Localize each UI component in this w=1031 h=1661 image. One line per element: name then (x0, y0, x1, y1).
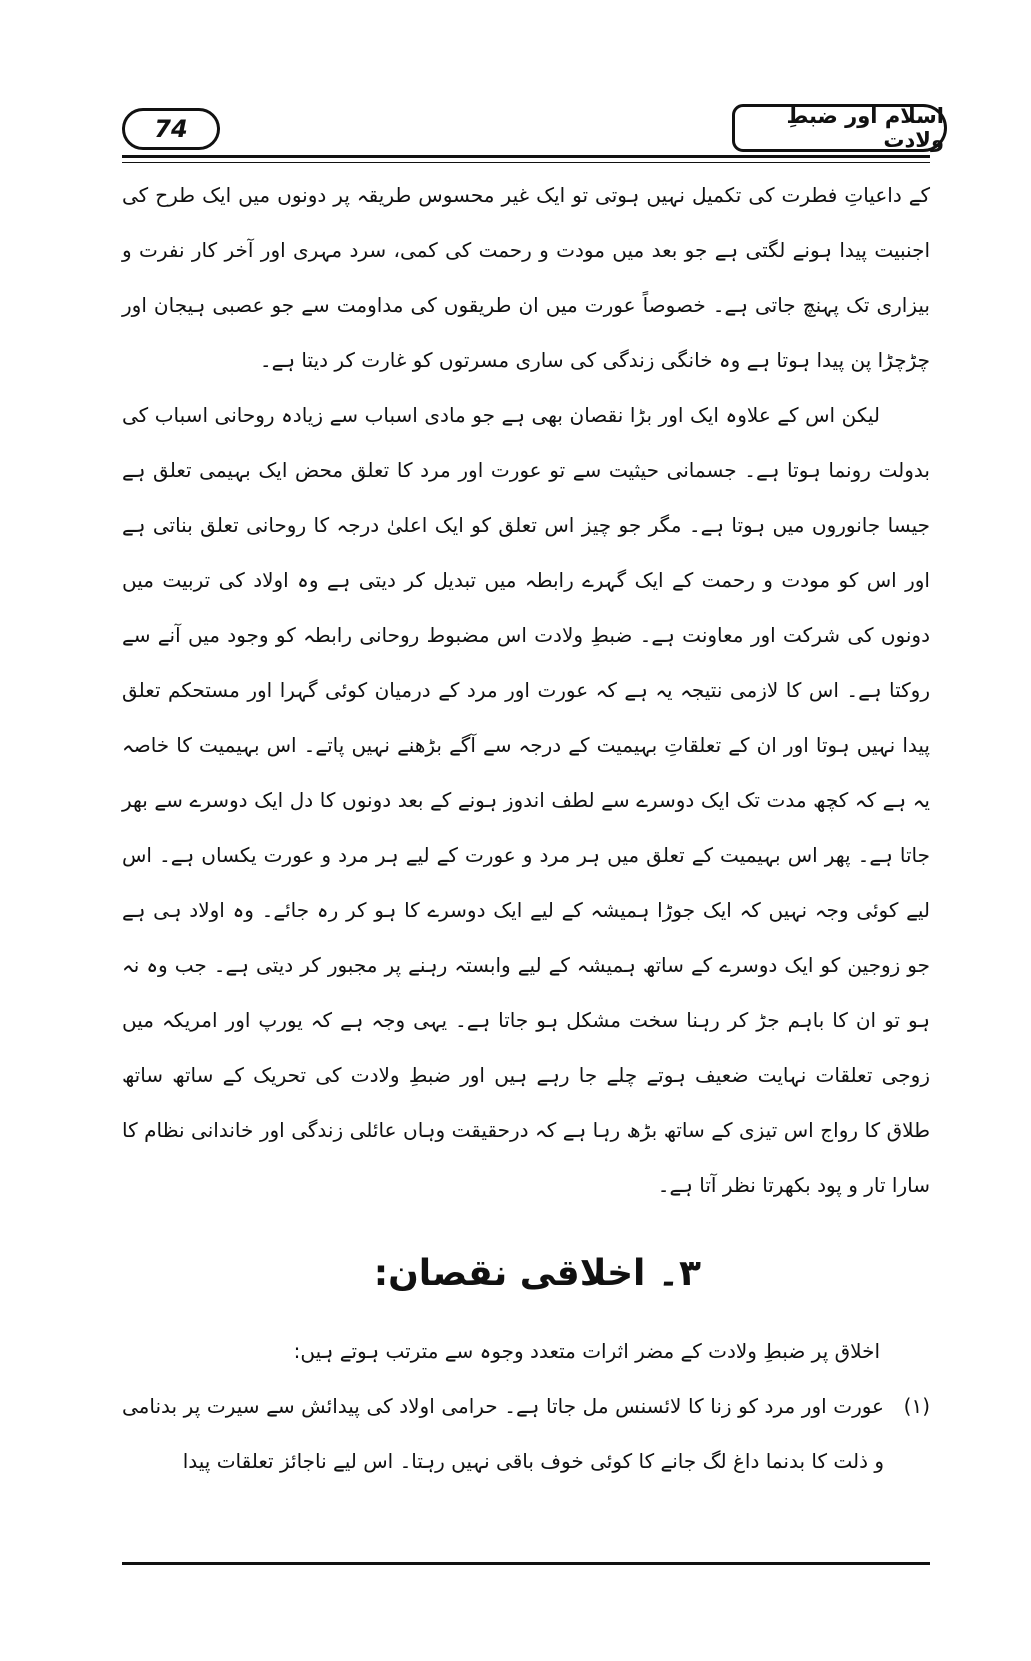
list-item-text: عورت اور مرد کو زنا کا لائسنس مل جاتا ہے۔ حرامی اولاد کی پیدائش سے سیرت پر بدنامی و ذلت کا بدنما داغ لگ جانے کا کوئی خوف باقی نہیں رہتا۔ اس لیے ناجائز تعلقات پیدا (122, 1394, 884, 1473)
paragraph-1: کے داعیاتِ فطرت کی تکمیل نہیں ہوتی تو ایک غیر محسوس طریقہ پر دونوں میں ایک طرح کی اجنبیت پیدا ہونے لگتی ہے جو بعد میں مودت و رحمت کی کمی، سرد مہری اور آخر کار نفرت و بیزاری تک پہنچ جاتی ہے۔ خصوصاً عورت میں ان طریقوں کی مداومت سے جو عصبی ہیجان اور چڑچڑا پن پیدا ہوتا ہے وہ خانگی زندگی کی ساری مسرتوں کو غارت کر دیتا ہے۔ (122, 183, 930, 372)
header-rule-thin (122, 162, 930, 163)
page-number: 74 (122, 108, 220, 150)
footer-rule (122, 1562, 930, 1565)
section-heading: ۳۔ اخلاقی نقصان: (373, 1253, 701, 1294)
running-title: اسلام اور ضبطِ ولادت (732, 104, 947, 152)
list-item (122, 1379, 930, 1489)
list-item-marker: (۱) (903, 1394, 930, 1418)
paragraph-2: لیکن اس کے علاوہ ایک اور بڑا نقصان بھی ہے جو مادی اسباب سے زیادہ روحانی اسباب کی بدولت رونما ہوتا ہے۔ جسمانی حیثیت سے تو عورت اور مرد کا تعلق محض ایک بہیمی تعلق ہے جیسا جانوروں میں ہوتا ہے۔ مگر جو چیز اس تعلق کو ایک اعلیٰ درجہ کا روحانی تعلق بناتی ہے اور اس کو مودت و رحمت کے ایک گہرے رابطہ میں تبدیل کر دیتی ہے وہ اولاد کی تربیت میں دونوں کی شرکت اور معاونت ہے۔ ضبطِ ولادت اس مضبوط روحانی رابطہ کو وجود میں آنے سے روکتا ہے۔ اس کا لازمی نتیجہ یہ ہے کہ عورت اور مرد کے درمیان کوئی گہرا اور مستحکم تعلق پیدا نہیں ہوتا اور ان کے تعلقاتِ بہیمیت کے درجہ سے آگے بڑھنے نہیں پاتے۔ اس بہیمیت کا خاصہ یہ ہے کہ کچھ مدت تک ایک دوسرے سے لطف اندوز ہونے کے بعد دونوں کا دل ایک دوسرے سے بھر جاتا ہے۔ پھر اس بہیمیت کے تعلق میں ہر مرد و عورت کے لیے ہر مرد و عورت یکساں ہے۔ اس لیے کوئی وجہ نہیں کہ ایک جوڑا ہمیشہ کے لیے ایک دوسرے کا ہو کر رہ جائے۔ وہ اولاد ہی ہے جو زوجین کو ایک دوسرے کے ساتھ ہمیشہ کے لیے وابستہ رہنے پر مجبور کر دیتی ہے۔ جب وہ نہ ہو تو ان کا باہم جڑ کر رہنا سخت مشکل ہو جاتا ہے۔ یہی وجہ ہے کہ یورپ اور امریکہ میں زوجی تعلقات نہایت ضعیف ہوتے چلے جا رہے ہیں اور ضبطِ ولادت کی تحریک کے ساتھ ساتھ طلاق کا رواج اس تیزی کے ساتھ بڑھ رہا ہے کہ درحقیقت وہاں عائلی زندگی اور خاندانی نظام کا سارا تار و پود بکھرتا نظر آتا ہے۔ (122, 403, 930, 1197)
section-intro: اخلاق پر ضبطِ ولادت کے مضر اثرات متعدد وجوہ سے مترتب ہوتے ہیں: (293, 1339, 880, 1363)
header-rule (122, 155, 930, 158)
